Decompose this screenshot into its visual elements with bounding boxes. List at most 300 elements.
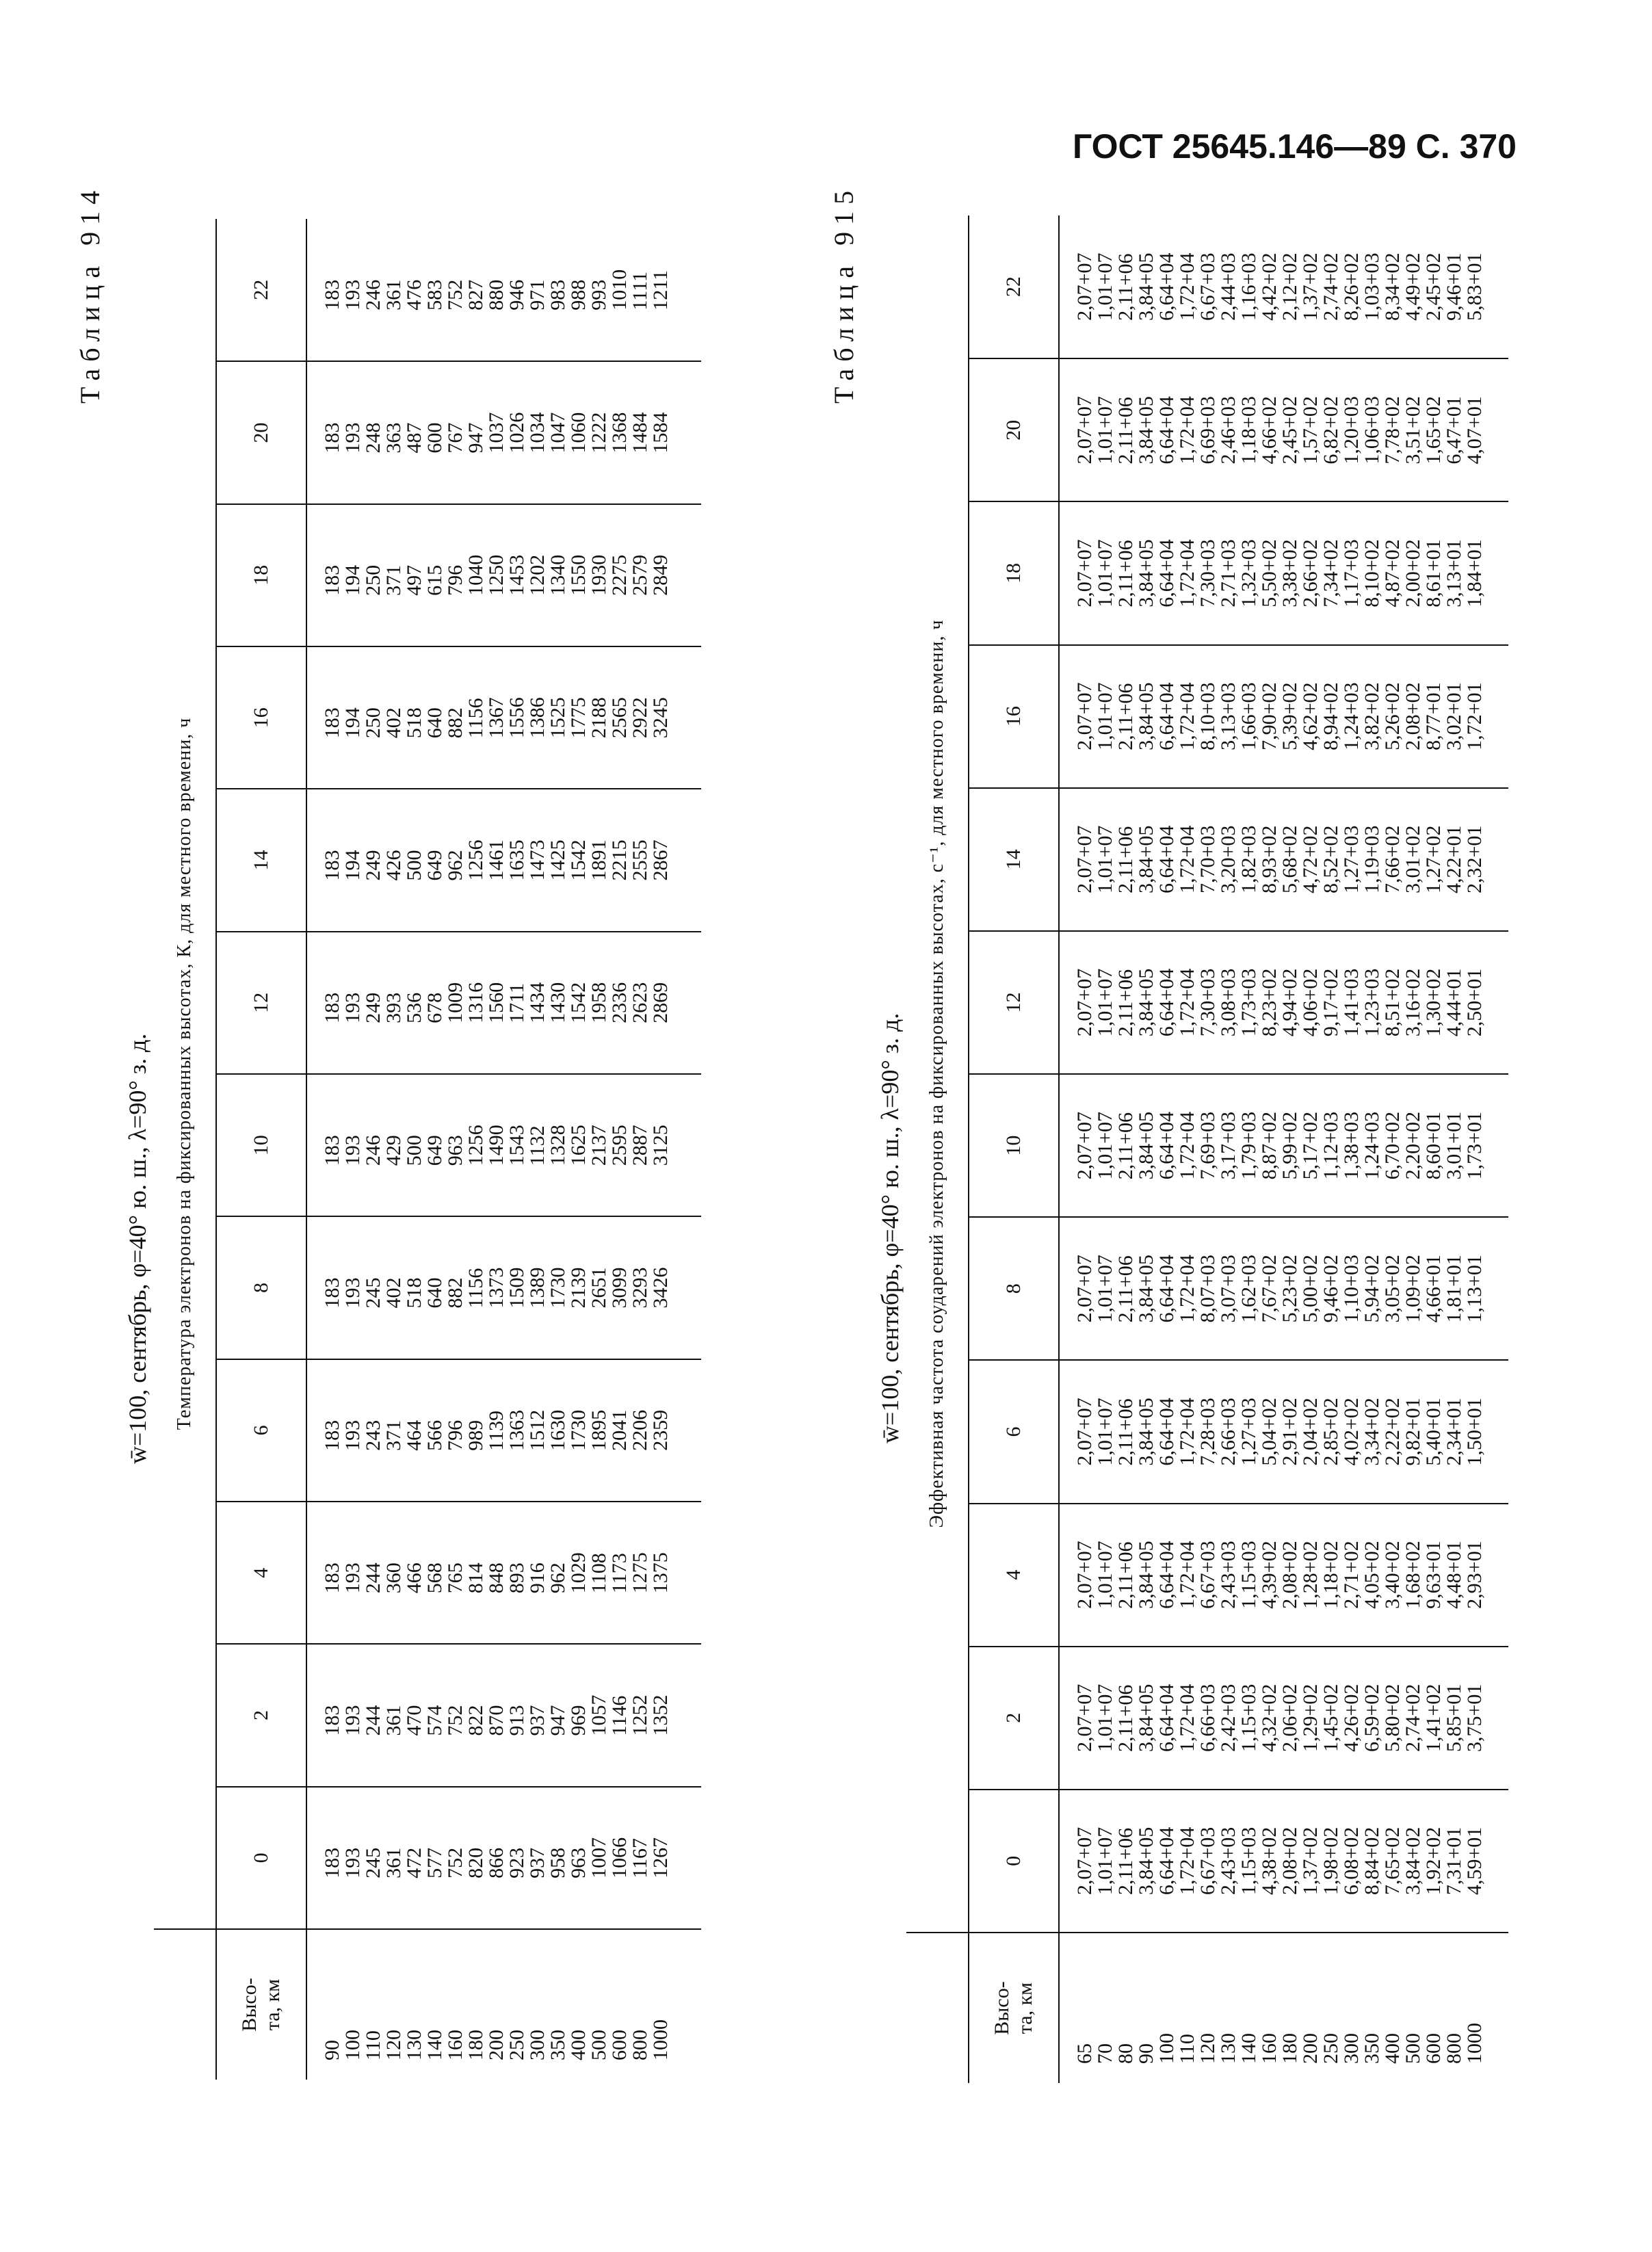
table914-cell: 500 [403,850,425,881]
table915-cell: 2,07+07 [1073,682,1096,750]
table914-cell: 2579 [629,554,651,596]
table915-cell: 1,06+03 [1361,396,1383,464]
table915-cell: 2,66+03 [1217,1398,1240,1466]
table915-cell: 8,60+01 [1422,1111,1445,1180]
table914-cell: 193 [341,422,364,454]
table914-altitude-value: 400 [567,2030,590,2060]
table914-cell: 1132 [526,1125,549,1166]
table915-cell: 3,16+02 [1402,968,1424,1037]
table915-cell: 1,72+04 [1176,539,1198,607]
table914-cell: 814 [464,1562,487,1594]
table915-time-header-2: 2 [969,1647,1059,1790]
table915-cell: 4,59+01 [1463,1827,1486,1896]
table915-cell: 1,41+03 [1340,968,1363,1037]
table915-cell: 6,08+02 [1340,1827,1363,1896]
table914-cell: 393 [382,992,405,1023]
table915-cell: 1,16+03 [1237,252,1260,321]
table915-cell: 1,72+04 [1176,1541,1198,1609]
table914-cell: 183 [321,1705,343,1736]
table-915 [906,215,1508,2083]
table915-cell: 4,87+02 [1381,539,1404,607]
table914-cell: 1156 [464,1268,487,1309]
table914-cell: 193 [341,1562,364,1594]
table915-cell: 1,73+01 [1463,1111,1486,1180]
table915-cell: 8,94+02 [1320,682,1342,750]
table915-cell: 2,08+02 [1279,1541,1301,1609]
table914-cell: 487 [403,422,425,454]
table915-cell: 5,94+02 [1361,1255,1383,1323]
table915-cell: 4,72+02 [1299,825,1322,894]
table914-cell: 497 [403,564,425,596]
table914-column-2 [306,1644,701,1786]
table915-cell: 3,08+03 [1217,968,1240,1037]
table914-cell: 1007 [588,1837,610,1878]
table914-cell: 1775 [567,697,590,739]
table915-cell: 3,05+02 [1381,1255,1404,1323]
table914-cell: 183 [321,850,343,881]
table915-cell: 5,23+02 [1279,1255,1301,1323]
table915-time-header-8: 8 [969,1217,1059,1360]
table914-cell: 2887 [629,1125,651,1166]
table914-column-0 [306,1787,701,1929]
table915-cell: 2,07+07 [1073,1684,1096,1752]
table915-column-12 [1059,931,1508,1074]
table914-altitude-value: 90 [321,2040,343,2060]
table915-cell: 1,32+03 [1237,539,1260,607]
table914-cell: 893 [506,1562,528,1594]
table914-cell: 923 [506,1847,528,1878]
table914-cell: 1060 [567,412,590,454]
table915-cell: 8,77+01 [1422,682,1445,750]
table914-cell: 822 [464,1705,487,1736]
table915-cell: 7,70+03 [1196,825,1219,894]
table915-cell: 1,81+01 [1443,1255,1465,1323]
table914-column-6 [306,1359,701,1502]
table914-cell: 363 [382,422,405,454]
table915-cell: 1,20+03 [1340,396,1363,464]
table915-cell: 6,64+04 [1155,1541,1178,1609]
table915-cell: 6,64+04 [1155,1255,1178,1323]
table914-cell: 361 [382,1705,405,1736]
table914-cell: 971 [526,279,549,311]
table915-cell: 3,84+05 [1135,1684,1157,1752]
table-915-label: Таблица 915 [828,183,859,404]
table915-cell: 1,01+07 [1094,968,1116,1037]
table915-cell: 2,11+06 [1114,397,1137,464]
table914-cell: 536 [403,992,425,1023]
table915-cell: 6,82+02 [1320,396,1342,464]
table914-cell: 183 [321,1419,343,1451]
table914-cell: 946 [506,279,528,311]
table914-altitude-value: 160 [444,2030,467,2060]
table914-cell: 250 [362,707,384,739]
table914-cell: 245 [362,1277,384,1309]
table915-cell: 1,72+04 [1176,396,1198,464]
table914-cell: 249 [362,850,384,881]
table914-cell: 2651 [588,1267,610,1309]
table915-cell: 8,93+02 [1258,825,1281,894]
table915-cell: 2,44+03 [1217,252,1240,321]
table915-cell: 2,45+02 [1422,252,1445,321]
table914-altitude-value: 200 [485,2030,508,2060]
table915-cell: 9,46+02 [1320,1255,1342,1323]
table914-cell: 1363 [506,1409,528,1451]
table914-cell: 1730 [547,1267,569,1309]
table915-cell: 1,01+07 [1094,396,1116,464]
table914-cell: 1267 [649,1837,672,1878]
table915-cell: 1,38+03 [1340,1111,1363,1180]
table914-cell: 2867 [649,839,672,881]
table-914 [154,219,701,2080]
table914-cell: 1167 [629,1837,651,1878]
table915-cell: 1,72+04 [1176,1111,1198,1180]
table915-cell: 6,64+04 [1155,1111,1178,1180]
table915-altitude-value: 300 [1340,2033,1363,2064]
table915-cell: 8,52+02 [1320,825,1342,894]
table914-cell: 916 [526,1562,549,1594]
table915-cell: 6,67+03 [1196,1541,1219,1609]
table914-cell: 937 [526,1847,549,1878]
table915-cell: 6,64+04 [1155,396,1178,464]
table914-cell: 752 [444,1847,467,1878]
table914-altitude-value: 800 [629,2030,651,2060]
table915-cell: 7,66+02 [1381,825,1404,894]
table914-cell: 583 [423,279,446,311]
table915-cell: 3,84+05 [1135,1398,1157,1466]
table-915-column-header-row [969,215,1059,2083]
table914-cell: 2595 [608,1125,631,1166]
table914-cell: 183 [321,422,343,454]
table915-cell: 1,72+04 [1176,1398,1198,1466]
table915-column-8 [1059,1217,1508,1360]
table915-cell: 2,45+02 [1279,396,1301,464]
table914-cell: 752 [444,279,467,311]
table915-cell: 8,34+02 [1381,252,1404,321]
table915-cell: 6,64+04 [1155,252,1178,321]
table915-cell: 5,83+01 [1463,252,1486,321]
table915-cell: 6,47+01 [1443,396,1465,464]
table914-cell: 1490 [485,1125,508,1166]
table915-cell: 1,24+03 [1361,1111,1383,1180]
table915-altitude-value: 350 [1361,2033,1383,2064]
table915-cell: 2,43+03 [1217,1827,1240,1896]
table914-cell: 476 [403,279,425,311]
table914-cell: 913 [506,1705,528,1736]
table914-altitude-value: 600 [608,2030,631,2060]
table915-cell: 1,19+03 [1361,825,1383,894]
table915-cell: 1,01+07 [1094,1255,1116,1323]
table914-cell: 1425 [547,839,569,881]
table915-cell: 4,66+02 [1258,396,1281,464]
table915-cell: 1,27+03 [1340,825,1363,894]
table914-cell: 193 [341,992,364,1023]
table915-cell: 4,26+02 [1340,1684,1363,1752]
table914-cell: 466 [403,1562,425,1594]
table915-cell: 1,72+04 [1176,252,1198,321]
table915-cell: 2,11+06 [1114,683,1137,750]
table915-cell: 2,11+06 [1114,969,1137,1037]
table-914-column-header-row [216,219,306,2080]
table915-cell: 3,84+05 [1135,396,1157,464]
table914-cell: 848 [485,1562,508,1594]
table915-cell: 1,72+01 [1463,682,1486,750]
table915-column-20 [1059,358,1508,501]
table914-cell: 246 [362,1135,384,1166]
table914-cell: 193 [341,1419,364,1451]
table914-time-header-4: 4 [216,1502,306,1644]
table914-column-14 [306,789,701,931]
table914-cell: 1434 [526,982,549,1023]
table915-cell: 1,01+07 [1094,1541,1116,1609]
table915-cell: 2,20+02 [1402,1111,1424,1180]
table914-cell: 882 [444,707,467,739]
table915-cell: 3,84+05 [1135,1255,1157,1323]
table914-cell: 193 [341,1135,364,1166]
table914-cell: 1367 [485,697,508,739]
table915-cell: 6,67+03 [1196,1827,1219,1896]
table914-cell: 1375 [649,1552,672,1594]
table915-cell: 8,23+02 [1258,968,1281,1037]
table914-cell: 3426 [649,1267,672,1309]
table915-cell: 3,34+02 [1361,1398,1383,1466]
table915-cell: 1,18+02 [1320,1541,1342,1609]
table914-cell: 2565 [608,697,631,739]
table914-cell: 183 [321,1847,343,1878]
table-915-data-row [1059,215,1508,2083]
table-915-span-header-row [906,215,969,2083]
table915-cell: 8,10+03 [1196,682,1219,750]
table915-cell: 3,84+05 [1135,539,1157,607]
table914-cell: 371 [382,1419,405,1451]
table914-cell: 1034 [526,412,549,454]
table915-cell: 1,15+03 [1237,1684,1260,1752]
table915-time-header-14: 14 [969,788,1059,931]
table914-cell: 500 [403,1135,425,1166]
table915-cell: 4,22+01 [1443,825,1465,894]
table915-altitude-header: Высо- та, км [969,1933,1059,2083]
table914-cell: 1009 [444,982,467,1023]
table915-cell: 4,94+02 [1279,968,1301,1037]
table915-cell: 3,17+03 [1217,1111,1240,1180]
table914-cell: 245 [362,1847,384,1878]
table914-cell: 1509 [506,1267,528,1309]
table915-cell: 1,79+03 [1237,1111,1260,1180]
table914-cell: 1029 [567,1552,590,1594]
table914-cell: 2188 [588,697,610,739]
table914-cell: 880 [485,279,508,311]
table915-cell: 6,64+04 [1155,682,1178,750]
table915-cell: 6,64+04 [1155,1827,1178,1896]
table914-cell: 248 [362,422,384,454]
table914-time-header-2: 2 [216,1644,306,1786]
table915-cell: 2,11+06 [1114,540,1137,607]
table914-cell: 2849 [649,554,672,596]
table915-column-0 [1059,1790,1508,1933]
table915-cell: 3,82+02 [1361,682,1383,750]
table915-cell: 4,49+02 [1402,252,1424,321]
table915-cell: 2,71+03 [1217,539,1240,607]
table915-cell: 7,30+03 [1196,539,1219,607]
table914-cell: 1958 [588,982,610,1023]
table914-altitude-value: 120 [382,2030,405,2060]
table915-cell: 4,44+01 [1443,968,1465,1037]
table915-time-header-0: 0 [969,1790,1059,1933]
table915-cell: 1,01+07 [1094,252,1116,321]
table915-cell: 7,65+02 [1381,1827,1404,1896]
table915-altitude-value: 90 [1135,2043,1157,2064]
table915-cell: 2,50+01 [1463,968,1486,1037]
table914-cell: 1556 [506,697,528,739]
table914-cell: 600 [423,422,446,454]
table915-cell: 1,29+02 [1299,1684,1322,1752]
table915-cell: 2,66+02 [1299,539,1322,607]
table914-column-8 [306,1216,701,1359]
table915-cell: 5,99+02 [1279,1111,1301,1180]
table914-cell: 429 [382,1135,405,1166]
table914-cell: 2555 [629,839,651,881]
table915-cell: 1,66+03 [1237,682,1260,750]
table914-cell: 518 [403,707,425,739]
table914-cell: 1316 [464,982,487,1023]
table915-cell: 8,07+03 [1196,1255,1219,1323]
table914-cell: 577 [423,1847,446,1878]
table914-column-10 [306,1074,701,1216]
table915-cell: 1,01+07 [1094,1827,1116,1896]
table914-cell: 1730 [567,1409,590,1451]
table-914-span-header-row [154,219,216,2080]
table914-cell: 2139 [567,1267,590,1309]
table914-column-18 [306,504,701,646]
table914-cell: 1256 [464,1125,487,1166]
table914-time-header-6: 6 [216,1359,306,1502]
table-914-conditions: w̄=100, сентябрь, φ=40° ю. ш., λ=90° з. д. [124,1033,151,1464]
table914-cell: 193 [341,1277,364,1309]
table914-cell: 2137 [588,1125,610,1166]
table915-cell: 2,07+07 [1073,1111,1096,1180]
table915-cell: 2,11+06 [1114,1827,1137,1896]
table915-cell: 2,11+06 [1114,1255,1137,1323]
table914-cell: 566 [423,1419,446,1451]
table915-cell: 4,38+02 [1258,1827,1281,1896]
table915-cell: 5,26+02 [1381,682,1404,750]
table915-time-header-10: 10 [969,1074,1059,1217]
table915-cell: 1,82+03 [1237,825,1260,894]
table915-cell: 4,62+02 [1299,682,1322,750]
table915-cell: 1,01+07 [1094,1111,1116,1180]
table-914-data-row [306,219,701,2080]
table915-cell: 2,12+02 [1279,252,1301,321]
table915-cell: 1,84+01 [1463,539,1486,607]
table915-altitude-value: 180 [1279,2033,1301,2064]
table915-time-header-12: 12 [969,931,1059,1074]
table915-cell: 8,61+01 [1422,539,1445,607]
table915-cell: 6,64+04 [1155,1684,1178,1752]
table914-cell: 402 [382,707,405,739]
table914-column-20 [306,361,701,503]
table914-cell: 1340 [547,554,569,596]
table914-cell: 1430 [547,982,569,1023]
table914-cell: 183 [321,1277,343,1309]
table914-cell: 2922 [629,697,651,739]
table915-column-18 [1059,501,1508,644]
table915-cell: 1,18+03 [1237,396,1260,464]
table914-time-header-14: 14 [216,789,306,931]
table914-cell: 194 [341,564,364,596]
table915-cell: 6,64+04 [1155,1398,1178,1466]
table914-cell: 767 [444,422,467,454]
table915-cell: 2,42+03 [1217,1684,1240,1752]
table914-cell: 1108 [588,1553,610,1594]
table915-cell: 3,13+03 [1217,682,1240,750]
table915-cell: 1,13+01 [1463,1255,1486,1323]
table914-cell: 1560 [485,982,508,1023]
table914-cell: 958 [547,1847,569,1878]
table915-cell: 2,43+03 [1217,1541,1240,1609]
table915-column-16 [1059,645,1508,788]
table914-cell: 194 [341,850,364,881]
table915-cell: 7,78+02 [1381,396,1404,464]
table915-altitude-value: 1000 [1463,2023,1486,2064]
table915-cell: 4,07+01 [1463,396,1486,464]
table915-cell: 5,40+01 [1422,1398,1445,1466]
table914-cell: 1139 [485,1410,508,1451]
table915-cell: 2,07+07 [1073,1255,1096,1323]
table915-cell: 2,11+06 [1114,253,1137,321]
table915-cell: 2,85+02 [1320,1398,1342,1466]
table915-cell: 3,38+02 [1279,539,1301,607]
table914-cell: 1037 [485,412,508,454]
table914-altitude-value: 1000 [649,2019,672,2060]
table915-column-22 [1059,215,1508,358]
table914-altitude-value: 140 [423,2030,446,2060]
table915-time-header-6: 6 [969,1360,1059,1503]
table915-cell: 5,00+02 [1299,1255,1322,1323]
table914-cell: 1156 [464,698,487,739]
table915-cell: 2,07+07 [1073,968,1096,1037]
table915-cell: 1,73+03 [1237,968,1260,1037]
table915-cell: 5,68+02 [1279,825,1301,894]
table914-altitude-value: 110 [362,2030,384,2060]
table915-cell: 3,13+01 [1443,539,1465,607]
table915-cell: 2,11+06 [1114,826,1137,894]
table915-cell: 1,92+02 [1422,1827,1445,1896]
table915-cell: 1,50+01 [1463,1398,1486,1466]
table915-altitude-value: 140 [1237,2033,1260,2064]
table915-cell: 3,84+02 [1402,1827,1424,1896]
table915-cell: 5,04+02 [1258,1398,1281,1466]
table914-cell: 1252 [629,1694,651,1736]
table-914-span-header: Температура электронов на фиксированных высотах, К, для местного времени, ч [154,219,216,1929]
table915-cell: 2,11+06 [1114,1541,1137,1609]
table915-cell: 3,84+05 [1135,682,1157,750]
table915-cell: 1,24+03 [1340,682,1363,750]
table915-cell: 1,28+02 [1299,1541,1322,1609]
table915-cell: 1,72+04 [1176,682,1198,750]
table914-cell: 1202 [526,554,549,596]
table915-cell: 1,01+07 [1094,825,1116,894]
table914-cell: 244 [362,1705,384,1736]
table914-cell: 765 [444,1562,467,1594]
table915-cell: 8,26+02 [1340,252,1363,321]
table914-cell: 2206 [629,1409,651,1451]
table914-altitude-value: 250 [506,2030,528,2060]
table915-cell: 7,90+02 [1258,682,1281,750]
table914-cell: 2215 [608,839,631,881]
table915-altitude-value: 65 [1073,2043,1096,2064]
table914-cell: 426 [382,850,405,881]
table914-cell: 2359 [649,1409,672,1451]
table914-cell: 250 [362,564,384,596]
